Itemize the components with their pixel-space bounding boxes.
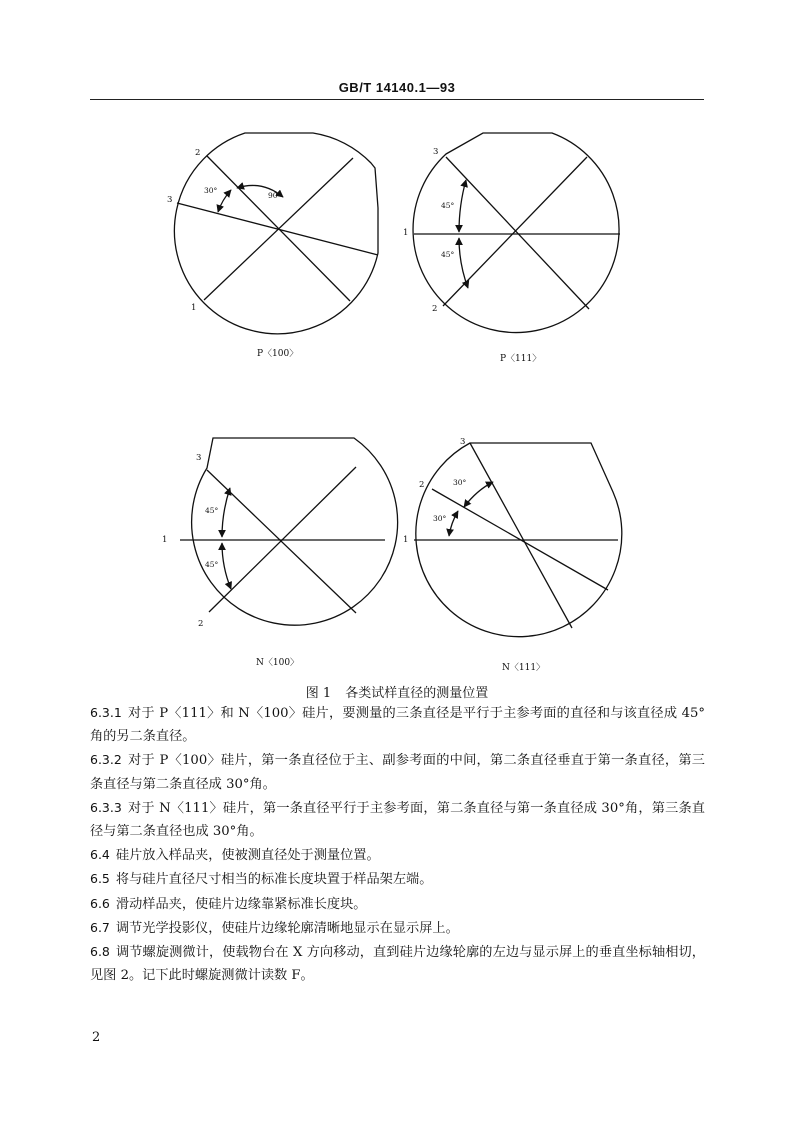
paragraph [90, 940, 705, 987]
page-number: 2 [92, 1030, 101, 1045]
angle-arc-45-upper [459, 180, 466, 232]
figure-caption [0, 682, 794, 701]
line-label: 3 [167, 195, 173, 205]
angle-label: 45° [205, 560, 219, 569]
paragraph-text: 硅片放入样品夹，使被测直径处于测量位置。 [115, 848, 380, 864]
body-text [90, 701, 705, 987]
diagram-caption: P〈100〉 [257, 349, 299, 359]
angle-arc-30 [218, 190, 231, 212]
angle-arc-30-lower [449, 511, 458, 536]
paragraph-text: 调节螺旋测微计，使载物台在 X 方向移动，直到硅片边缘轮廓的左边与显示屏上的垂直坐标轴相切，见图 2。记下此时螺旋测微计读数 F。 [90, 945, 705, 984]
diagram-p111 [413, 133, 620, 333]
paragraph-text: 对于 P〈111〉和 N〈100〉硅片，要测量的三条直径是平行于主参考面的直径和与该直径成 45°角的另二条直径。 [90, 706, 705, 745]
line-label: 1 [191, 303, 197, 313]
line-label: 1 [403, 228, 409, 238]
section-number: 6.8 [90, 944, 110, 960]
page-header: GB/T 14140.1—93 [338, 80, 456, 95]
paragraph [90, 796, 705, 843]
figure-title: 各类试样直径的测量位置 [345, 686, 489, 701]
angle-label: 90° [268, 191, 282, 200]
section-number: 6.3.2 [90, 752, 122, 768]
diameter-3 [470, 443, 572, 628]
diagram-p100 [174, 133, 378, 334]
line-label: 2 [432, 304, 438, 314]
angle-arc-30-upper [464, 482, 493, 507]
section-number: 6.3.1 [90, 705, 122, 720]
figure-number: 图 1 [305, 686, 332, 701]
angle-label: 45° [441, 201, 455, 210]
paragraph-text: 对于 P〈100〉硅片，第一条直径位于主、副参考面的中间，第二条直径垂直于第一条直径，第三条直径与第二条直径成 30°角。 [90, 753, 705, 792]
diagram-caption: N〈111〉 [502, 663, 546, 673]
section-number: 6.5 [90, 871, 110, 887]
paragraph [90, 916, 705, 940]
line-label: 1 [403, 535, 409, 545]
section-number: 6.3.3 [90, 799, 122, 815]
line-label: 3 [460, 437, 466, 447]
diagram-n100 [180, 438, 398, 625]
angle-label: 45° [205, 506, 219, 515]
paragraph [90, 867, 705, 891]
line-label: 2 [195, 148, 201, 158]
line-label: 2 [419, 480, 425, 490]
paragraph-text: 将与硅片直径尺寸相当的标准长度块置于样品架左端。 [115, 872, 433, 888]
section-number: 6.7 [90, 919, 110, 935]
wafer-outline [413, 133, 619, 333]
angle-label: 30° [453, 478, 467, 487]
angle-label: 30° [204, 186, 218, 195]
paragraph-text: 调节光学投影仪，使硅片边缘轮廓清晰地显示在显示屏上。 [115, 920, 459, 936]
paragraph-text: 滑动样品夹，使硅片边缘靠紧标准长度块。 [115, 896, 367, 912]
line-label: 3 [433, 147, 439, 157]
angle-arc-45-lower [459, 238, 468, 288]
diameter-3 [177, 203, 378, 255]
diagram-n111 [414, 443, 622, 637]
angle-arc-45-lower [222, 543, 231, 589]
section-number: 6.4 [90, 847, 110, 863]
diagram-caption: P〈111〉 [500, 354, 542, 364]
paragraph [90, 892, 705, 916]
paragraph-text: 对于 N〈111〉硅片，第一条直径平行于主参考面，第二条直径与第一条直径成 30°角，第三条直径与第二条直径也成 30°角。 [90, 800, 705, 840]
line-label: 1 [162, 535, 168, 545]
line-label: 2 [198, 619, 204, 629]
angle-arc-45-upper [222, 488, 230, 537]
paragraph [90, 843, 705, 867]
paragraph [90, 701, 705, 748]
section-number: 6.6 [90, 895, 110, 911]
paragraph [90, 748, 705, 795]
diagram-caption: N〈100〉 [256, 658, 300, 668]
angle-label: 30° [433, 514, 447, 523]
line-label: 3 [196, 453, 202, 463]
angle-label: 45° [441, 250, 455, 259]
